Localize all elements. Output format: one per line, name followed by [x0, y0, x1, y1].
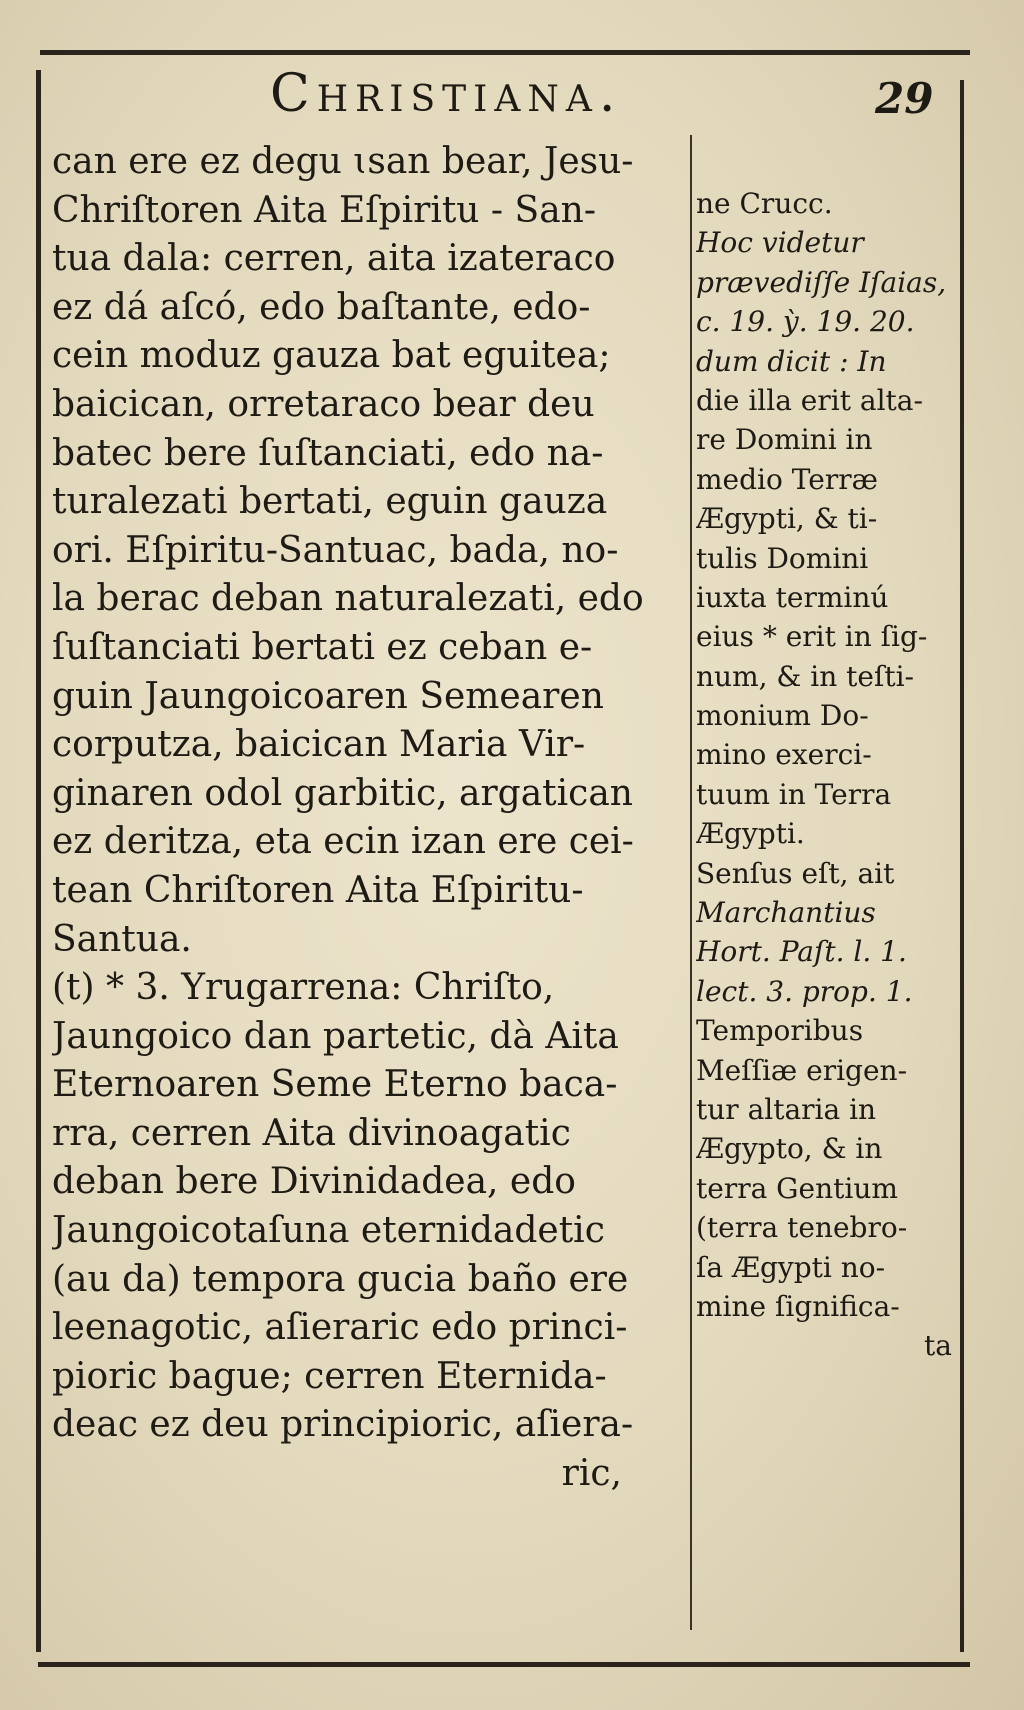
main-text-line: Santua. — [52, 918, 192, 960]
side-note-line: dum dicit : In — [696, 344, 887, 378]
running-head: Christiana. — [270, 64, 623, 124]
top-rule — [40, 50, 970, 55]
main-text-line: ſuſtanciati bertati ez ceban e- — [52, 626, 593, 668]
main-text-line: ginaren odol garbitic, argatican — [52, 772, 633, 814]
side-note-line: iuxta terminú — [696, 580, 889, 614]
side-note-line: Ægypto, & in — [696, 1132, 883, 1166]
side-note-line: prævediſſe Iſaias, — [696, 265, 947, 299]
side-note-line: Ægypti, & ti- — [696, 502, 878, 536]
main-text-line: can ere ez degu ɩsan bear, Jesu- — [52, 141, 634, 182]
main-text-line: cein moduz gauza bat eguitea; — [52, 335, 611, 377]
side-note-line: ſa Ægypti no- — [696, 1250, 886, 1284]
side-note-line: (terra tenebro- — [696, 1211, 908, 1245]
main-text-line: ez dá aſcó, edo baſtante, edo- — [52, 286, 591, 328]
side-note-line: mino exerci- — [696, 738, 872, 772]
main-text-line: la berac deban naturalezati, edo — [52, 578, 644, 620]
main-text-line: batec bere ſuſtanciati, edo na- — [52, 432, 604, 474]
side-note-line: num, & in teſti- — [696, 659, 914, 693]
marginal-note-column — [696, 184, 958, 1366]
side-note-line: Hoc videtur — [696, 226, 864, 260]
main-text-line: deac ez deu principioric, aſiera- — [52, 1404, 634, 1446]
main-text-line: pioric bague; cerren Eternida- — [52, 1355, 607, 1397]
main-text-line: (au da) tempora gucia baño ere — [52, 1258, 629, 1300]
main-text-line: Jaungoicotaſuna eternidadetic — [52, 1210, 605, 1252]
main-text-line: Jaungoico dan partetic, dà Aita — [52, 1015, 619, 1057]
main-text-line: baicican, orretaraco bear deu — [52, 383, 595, 425]
main-text-line: deban bere Divinidadea, edo — [52, 1161, 576, 1203]
side-note-line: re Domini in — [696, 423, 873, 457]
side-note-line: lect. 3. prop. 1. — [696, 974, 913, 1008]
side-note-line: medio Terræ — [696, 462, 878, 496]
side-note-top-line: ne Crucc. — [696, 187, 833, 220]
side-note-line: eius * erit in ſig- — [696, 620, 928, 654]
main-text-line: ez deritza, eta ecin izan ere cei- — [52, 821, 634, 863]
main-text-line: ori. Eſpiritu-Santuac, bada, no- — [52, 529, 619, 571]
main-text-line: turalezati bertati, eguin gauza — [52, 481, 608, 523]
side-note-line: tulis Domini — [696, 541, 869, 575]
side-catchword: ta — [924, 1329, 952, 1363]
main-text-line: corputza, baicican Maria Vir- — [52, 724, 586, 766]
side-note-line: Temporibus — [696, 1014, 864, 1048]
right-frame-line — [960, 80, 964, 1652]
side-note-line: Senſus eſt, ait — [696, 856, 895, 890]
side-note-line: c. 19. ỳ. 19. 20. — [696, 305, 915, 339]
main-text-line: (t) * 3. Yrugarrena: Chriſto, — [52, 967, 555, 1009]
side-note-line: Meſſiæ erigen- — [696, 1053, 908, 1087]
main-text-column — [52, 138, 682, 1499]
side-note-line: mine ſignifica- — [696, 1289, 900, 1323]
side-note-line: monium Do- — [696, 699, 869, 733]
left-frame-line — [36, 70, 41, 1652]
main-text-line: tean Chriſtoren Aita Eſpiritu- — [52, 869, 584, 911]
page-number: 29 — [875, 74, 934, 123]
main-text-line: guin Jaungoicoaren Semearen — [52, 675, 604, 717]
main-text-line: Chriſtoren Aita Eſpiritu - San- — [52, 189, 597, 231]
side-note-line: die illa erit alta- — [696, 383, 923, 417]
main-text-line: leenagotic, aſieraric edo princi- — [52, 1307, 628, 1349]
side-note-line: tuum in Terra — [696, 777, 892, 811]
main-text-line: tua dala: cerren, aita izateraco — [52, 238, 616, 280]
side-note-line: Hort. Paſt. l. 1. — [696, 935, 907, 969]
side-note-line: Marchantius — [696, 896, 876, 930]
bottom-rule — [38, 1662, 970, 1667]
side-note-line: terra Gentium — [696, 1171, 898, 1205]
main-text-line: rra, cerren Aita divinoagatic — [52, 1112, 571, 1154]
main-catchword: ric, — [561, 1453, 622, 1495]
side-note-line: tur altaria in — [696, 1092, 877, 1126]
main-text-line: Eternoaren Seme Eterno baca- — [52, 1064, 618, 1106]
column-divider — [690, 135, 692, 1630]
side-note-line: Ægypti. — [696, 817, 805, 851]
